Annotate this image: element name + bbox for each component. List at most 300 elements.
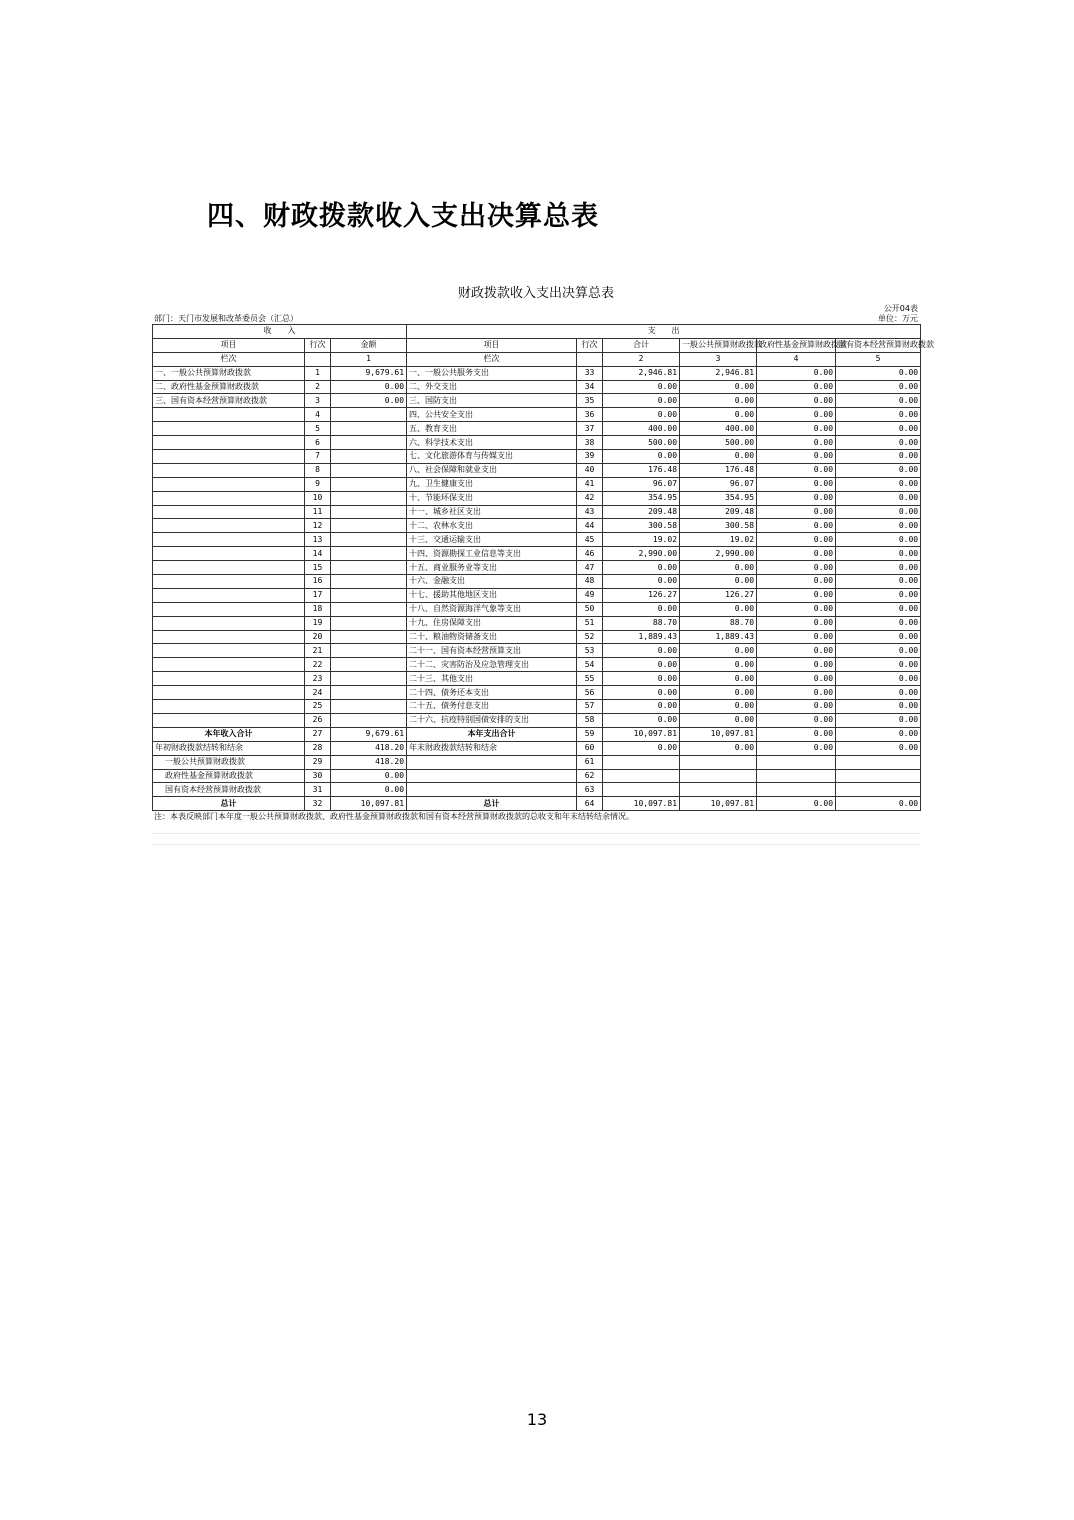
- table-row: [153, 408, 921, 422]
- income-amount: [331, 477, 407, 491]
- income-row-no: 12: [305, 519, 331, 533]
- expense-state: 0.00: [836, 519, 921, 533]
- income-row-no: 23: [305, 672, 331, 686]
- expense-fund: 0.00: [757, 505, 836, 519]
- expense-item: 七、文化旅游体育与传媒支出: [407, 450, 577, 464]
- expense-general: 88.70: [680, 616, 757, 630]
- expense-general: 354.95: [680, 491, 757, 505]
- expense-total: 2,946.81: [603, 366, 680, 380]
- income-item: [153, 519, 305, 533]
- income-item: 国有资本经营预算财政拨款: [153, 783, 305, 797]
- income-row-no: 6: [305, 436, 331, 450]
- expense-fund: 0.00: [757, 741, 836, 755]
- expense-row-no: 63: [577, 783, 603, 797]
- income-item: [153, 644, 305, 658]
- expense-row-no: 61: [577, 755, 603, 769]
- expense-fund: [757, 769, 836, 783]
- expense-item: 六、科学技术支出: [407, 436, 577, 450]
- income-item: 一、一般公共预算财政拨款: [153, 366, 305, 380]
- income-item: [153, 533, 305, 547]
- expense-row-no: 38: [577, 436, 603, 450]
- column-header-row: [153, 338, 921, 352]
- expense-item: 八、社会保障和就业支出: [407, 463, 577, 477]
- expense-total: 0.00: [603, 602, 680, 616]
- expense-state: 0.00: [836, 700, 921, 714]
- col-total: 合计: [603, 338, 680, 352]
- expense-row-no: 60: [577, 741, 603, 755]
- income-row-no: 4: [305, 408, 331, 422]
- expense-fund: 0.00: [757, 630, 836, 644]
- income-item: [153, 561, 305, 575]
- income-amount: [331, 588, 407, 602]
- expense-general: 96.07: [680, 477, 757, 491]
- expense-fund: 0.00: [757, 644, 836, 658]
- expense-general: 0.00: [680, 672, 757, 686]
- expense-total: 1,889.43: [603, 630, 680, 644]
- income-amount: [331, 547, 407, 561]
- expense-fund: 0.00: [757, 436, 836, 450]
- expense-state: 0.00: [836, 630, 921, 644]
- expense-fund: 0.00: [757, 561, 836, 575]
- income-amount: [331, 644, 407, 658]
- expense-row-no: 34: [577, 380, 603, 394]
- expense-total: [603, 755, 680, 769]
- budget-table: [152, 324, 935, 811]
- income-amount: 0.00: [331, 783, 407, 797]
- expense-total: 0.00: [603, 380, 680, 394]
- expense-row-no: 62: [577, 769, 603, 783]
- expense-general: 0.00: [680, 380, 757, 394]
- income-row-no: 2: [305, 380, 331, 394]
- expense-row-no: 45: [577, 533, 603, 547]
- income-amount: [331, 713, 407, 727]
- expense-item: 十四、资源勘探工业信息等支出: [407, 547, 577, 561]
- expense-total: 0.00: [603, 644, 680, 658]
- income-item: [153, 713, 305, 727]
- income-amount: 0.00: [331, 769, 407, 783]
- table-row: [153, 463, 921, 477]
- expense-total: 0.00: [603, 741, 680, 755]
- income-amount: [331, 463, 407, 477]
- income-amount: [331, 658, 407, 672]
- expense-row-no: 37: [577, 422, 603, 436]
- expense-row-no: 56: [577, 686, 603, 700]
- income-row-no: 1: [305, 366, 331, 380]
- expense-item: 年末财政拨款结转和结余: [407, 741, 577, 755]
- expense-state: 0.00: [836, 408, 921, 422]
- expense-item: 本年支出合计: [407, 727, 577, 741]
- expense-state: 0.00: [836, 741, 921, 755]
- income-item: [153, 477, 305, 491]
- page-number: 13: [526, 1410, 548, 1429]
- expense-total: [603, 769, 680, 783]
- expense-state: 0.00: [836, 575, 921, 589]
- income-row-no: 27: [305, 727, 331, 741]
- expense-total: 0.00: [603, 686, 680, 700]
- expense-fund: 0.00: [757, 463, 836, 477]
- expense-fund: 0.00: [757, 727, 836, 741]
- expense-total: 10,097.81: [603, 727, 680, 741]
- expense-state: 0.00: [836, 658, 921, 672]
- expense-row-no: 46: [577, 547, 603, 561]
- income-item: [153, 491, 305, 505]
- blank-row: [152, 834, 920, 845]
- table-row: [153, 630, 921, 644]
- expense-header: 支 出: [407, 325, 921, 339]
- income-row-no: 19: [305, 616, 331, 630]
- income-amount: 418.20: [331, 755, 407, 769]
- expense-total: 500.00: [603, 436, 680, 450]
- expense-item: 十八、自然资源海洋气象等支出: [407, 602, 577, 616]
- expense-total: 0.00: [603, 450, 680, 464]
- expense-state: [836, 769, 921, 783]
- expense-row-no: 43: [577, 505, 603, 519]
- expense-item: 一、一般公共服务支出: [407, 366, 577, 380]
- expense-general: 176.48: [680, 463, 757, 477]
- expense-row-no: 35: [577, 394, 603, 408]
- income-item: [153, 408, 305, 422]
- income-row-no: 26: [305, 713, 331, 727]
- expense-fund: [757, 755, 836, 769]
- income-row-no: 31: [305, 783, 331, 797]
- expense-item: 十七、援助其他地区支出: [407, 588, 577, 602]
- expense-state: 0.00: [836, 616, 921, 630]
- expense-state: 0.00: [836, 394, 921, 408]
- income-item: [153, 450, 305, 464]
- expense-state: 0.00: [836, 477, 921, 491]
- income-row-no: 8: [305, 463, 331, 477]
- expense-general: 2,946.81: [680, 366, 757, 380]
- income-header: 收 入: [153, 325, 407, 339]
- expense-total: [603, 783, 680, 797]
- income-row-no: 14: [305, 547, 331, 561]
- income-row-no: 15: [305, 561, 331, 575]
- expense-item: [407, 783, 577, 797]
- table-row: [153, 450, 921, 464]
- income-row-no: 10: [305, 491, 331, 505]
- table-row: [153, 436, 921, 450]
- table-row: [153, 658, 921, 672]
- expense-total: 0.00: [603, 575, 680, 589]
- expense-state: 0.00: [836, 366, 921, 380]
- expense-general: 0.00: [680, 394, 757, 408]
- income-row-no: 5: [305, 422, 331, 436]
- income-item: [153, 672, 305, 686]
- expense-state: 0.00: [836, 672, 921, 686]
- expense-row-no: 47: [577, 561, 603, 575]
- income-amount: [331, 408, 407, 422]
- expense-fund: 0.00: [757, 491, 836, 505]
- expense-fund: 0.00: [757, 366, 836, 380]
- expense-item: 十九、住房保障支出: [407, 616, 577, 630]
- expense-general: 0.00: [680, 700, 757, 714]
- table-code: 公开04表: [883, 304, 918, 313]
- expense-general: 0.00: [680, 686, 757, 700]
- expense-total: 0.00: [603, 700, 680, 714]
- table-row: [153, 561, 921, 575]
- table-row: [153, 713, 921, 727]
- expense-fund: 0.00: [757, 450, 836, 464]
- expense-total: 88.70: [603, 616, 680, 630]
- expense-row-no: 59: [577, 727, 603, 741]
- expense-item: 二十一、国有资本经营预算支出: [407, 644, 577, 658]
- expense-item: 十五、商业服务业等支出: [407, 561, 577, 575]
- index-c5: 5: [836, 352, 921, 366]
- expense-general: 0.00: [680, 658, 757, 672]
- expense-total: 300.58: [603, 519, 680, 533]
- expense-item: [407, 755, 577, 769]
- table-row: [153, 422, 921, 436]
- income-row-no: 28: [305, 741, 331, 755]
- income-item: [153, 616, 305, 630]
- page-heading: 四、财政拨款收入支出决算总表: [207, 201, 599, 232]
- expense-fund: 0.00: [757, 658, 836, 672]
- expense-general: 10,097.81: [680, 727, 757, 741]
- expense-row-no: 51: [577, 616, 603, 630]
- table-row: [153, 602, 921, 616]
- expense-item: 四、公共安全支出: [407, 408, 577, 422]
- expense-total: 10,097.81: [603, 797, 680, 811]
- table-row: [153, 366, 921, 380]
- expense-state: 0.00: [836, 463, 921, 477]
- expense-general: 209.48: [680, 505, 757, 519]
- expense-fund: 0.00: [757, 519, 836, 533]
- table-row: [153, 477, 921, 491]
- expense-fund: 0.00: [757, 686, 836, 700]
- expense-total: 0.00: [603, 658, 680, 672]
- expense-state: 0.00: [836, 602, 921, 616]
- income-amount: [331, 491, 407, 505]
- income-amount: 0.00: [331, 380, 407, 394]
- income-amount: 9,679.61: [331, 366, 407, 380]
- expense-total: 19.02: [603, 533, 680, 547]
- income-row-no: 29: [305, 755, 331, 769]
- income-row-no: 7: [305, 450, 331, 464]
- expense-fund: 0.00: [757, 797, 836, 811]
- income-amount: [331, 519, 407, 533]
- income-row-no: 22: [305, 658, 331, 672]
- income-item: [153, 422, 305, 436]
- income-item: [153, 547, 305, 561]
- income-amount: [331, 672, 407, 686]
- expense-state: 0.00: [836, 491, 921, 505]
- income-amount: [331, 686, 407, 700]
- expense-item: 五、教育支出: [407, 422, 577, 436]
- expense-general: 10,097.81: [680, 797, 757, 811]
- expense-total: 96.07: [603, 477, 680, 491]
- income-amount: [331, 602, 407, 616]
- income-item: [153, 630, 305, 644]
- table-row: [153, 769, 921, 783]
- income-row-no: 3: [305, 394, 331, 408]
- expense-item: 十、节能环保支出: [407, 491, 577, 505]
- expense-state: 0.00: [836, 797, 921, 811]
- expense-total: 0.00: [603, 713, 680, 727]
- expense-state: 0.00: [836, 422, 921, 436]
- expense-row-no: 53: [577, 644, 603, 658]
- income-row-no: 16: [305, 575, 331, 589]
- expense-item: 总计: [407, 797, 577, 811]
- expense-general: 0.00: [680, 561, 757, 575]
- table-row: [153, 644, 921, 658]
- expense-row-no: 41: [577, 477, 603, 491]
- expense-item: 三、国防支出: [407, 394, 577, 408]
- income-row-no: 9: [305, 477, 331, 491]
- expense-item: 二十六、抗疫特别国债安排的支出: [407, 713, 577, 727]
- income-amount: [331, 450, 407, 464]
- expense-row-no: 49: [577, 588, 603, 602]
- index-empty: [305, 352, 331, 366]
- expense-item: 二十四、债务还本支出: [407, 686, 577, 700]
- expense-total: 0.00: [603, 394, 680, 408]
- expense-state: 0.00: [836, 727, 921, 741]
- expense-item: 九、卫生健康支出: [407, 477, 577, 491]
- table-row: [153, 741, 921, 755]
- table-row: [153, 755, 921, 769]
- income-item: 年初财政拨款结转和结余: [153, 741, 305, 755]
- table-note: 注：本表反映部门本年度一般公共预算财政拨款、政府性基金预算财政拨款和国有资本经营预算财政拨款的总收支和年末结转结余情况。: [154, 812, 634, 822]
- expense-fund: 0.00: [757, 533, 836, 547]
- expense-general: 2,990.00: [680, 547, 757, 561]
- index-c3: 3: [680, 352, 757, 366]
- income-item: [153, 436, 305, 450]
- income-item: [153, 463, 305, 477]
- income-amount: [331, 700, 407, 714]
- income-amount: 9,679.61: [331, 727, 407, 741]
- income-item: 一般公共预算财政拨款: [153, 755, 305, 769]
- expense-item: 二十五、债务付息支出: [407, 700, 577, 714]
- table-row: [153, 672, 921, 686]
- expense-general: 0.00: [680, 741, 757, 755]
- expense-total: 0.00: [603, 672, 680, 686]
- expense-fund: 0.00: [757, 588, 836, 602]
- income-item: 二、政府性基金预算财政拨款: [153, 380, 305, 394]
- expense-general: [680, 769, 757, 783]
- expense-total: 400.00: [603, 422, 680, 436]
- income-item: [153, 602, 305, 616]
- expense-general: 0.00: [680, 713, 757, 727]
- expense-item: 二十二、灾害防治及应急管理支出: [407, 658, 577, 672]
- expense-row-no: 57: [577, 700, 603, 714]
- expense-fund: 0.00: [757, 672, 836, 686]
- col-item2: 项目: [407, 338, 577, 352]
- expense-row-no: 44: [577, 519, 603, 533]
- index-row: [153, 352, 921, 366]
- expense-row-no: 64: [577, 797, 603, 811]
- income-amount: [331, 436, 407, 450]
- table-row: [153, 727, 921, 741]
- income-amount: 418.20: [331, 741, 407, 755]
- expense-item: 十一、城乡社区支出: [407, 505, 577, 519]
- table-row: [153, 519, 921, 533]
- expense-total: 2,990.00: [603, 547, 680, 561]
- col-row-no: 行次: [305, 338, 331, 352]
- department-label: 部门：天门市发展和改革委员会（汇总）: [154, 314, 298, 323]
- income-item: [153, 575, 305, 589]
- expense-state: 0.00: [836, 436, 921, 450]
- income-item: [153, 658, 305, 672]
- income-amount: [331, 575, 407, 589]
- spreadsheet: [152, 284, 935, 845]
- expense-row-no: 50: [577, 602, 603, 616]
- expense-item: [407, 769, 577, 783]
- expense-item: 二、外交支出: [407, 380, 577, 394]
- expense-state: 0.00: [836, 533, 921, 547]
- expense-general: 400.00: [680, 422, 757, 436]
- income-amount: [331, 630, 407, 644]
- income-amount: [331, 533, 407, 547]
- income-amount: 10,097.81: [331, 797, 407, 811]
- col-state: 国有资本经营预算财政拨款: [836, 338, 921, 352]
- expense-state: 0.00: [836, 713, 921, 727]
- expense-fund: 0.00: [757, 616, 836, 630]
- table-row: [153, 533, 921, 547]
- expense-fund: 0.00: [757, 394, 836, 408]
- expense-fund: 0.00: [757, 380, 836, 394]
- expense-general: 0.00: [680, 450, 757, 464]
- expense-state: 0.00: [836, 561, 921, 575]
- table-row: [153, 491, 921, 505]
- col-general: 一般公共预算财政拨款: [680, 338, 757, 352]
- expense-state: 0.00: [836, 686, 921, 700]
- index-c4: 4: [757, 352, 836, 366]
- table-row: [153, 700, 921, 714]
- table-row: [153, 380, 921, 394]
- expense-state: 0.00: [836, 588, 921, 602]
- income-amount: 0.00: [331, 394, 407, 408]
- index-label2: 栏次: [407, 352, 577, 366]
- meta-row-code: [152, 304, 920, 314]
- unit-label: 单位：万元: [878, 314, 918, 323]
- expense-fund: [757, 783, 836, 797]
- expense-total: 0.00: [603, 408, 680, 422]
- col-row-no2: 行次: [577, 338, 603, 352]
- income-row-no: 32: [305, 797, 331, 811]
- income-item: [153, 505, 305, 519]
- expense-state: [836, 783, 921, 797]
- expense-general: 300.58: [680, 519, 757, 533]
- expense-item: 十二、农林水支出: [407, 519, 577, 533]
- expense-general: 1,889.43: [680, 630, 757, 644]
- index-label: 栏次: [153, 352, 305, 366]
- expense-total: 354.95: [603, 491, 680, 505]
- expense-row-no: 40: [577, 463, 603, 477]
- index-empty2: [577, 352, 603, 366]
- income-item: 政府性基金预算财政拨款: [153, 769, 305, 783]
- expense-fund: 0.00: [757, 700, 836, 714]
- income-amount: [331, 561, 407, 575]
- expense-general: [680, 783, 757, 797]
- table-row: [153, 783, 921, 797]
- col-amount: 金额: [331, 338, 407, 352]
- index-c1: 1: [331, 352, 407, 366]
- expense-fund: 0.00: [757, 575, 836, 589]
- expense-general: 0.00: [680, 408, 757, 422]
- expense-row-no: 54: [577, 658, 603, 672]
- col-item: 项目: [153, 338, 305, 352]
- expense-fund: 0.00: [757, 477, 836, 491]
- income-row-no: 18: [305, 602, 331, 616]
- table-title: 财政拨款收入支出决算总表: [457, 286, 614, 301]
- expense-fund: 0.00: [757, 602, 836, 616]
- income-row-no: 13: [305, 533, 331, 547]
- expense-row-no: 33: [577, 366, 603, 380]
- expense-total: 126.27: [603, 588, 680, 602]
- income-item: 本年收入合计: [153, 727, 305, 741]
- expense-state: 0.00: [836, 380, 921, 394]
- income-row-no: 17: [305, 588, 331, 602]
- table-row: [153, 588, 921, 602]
